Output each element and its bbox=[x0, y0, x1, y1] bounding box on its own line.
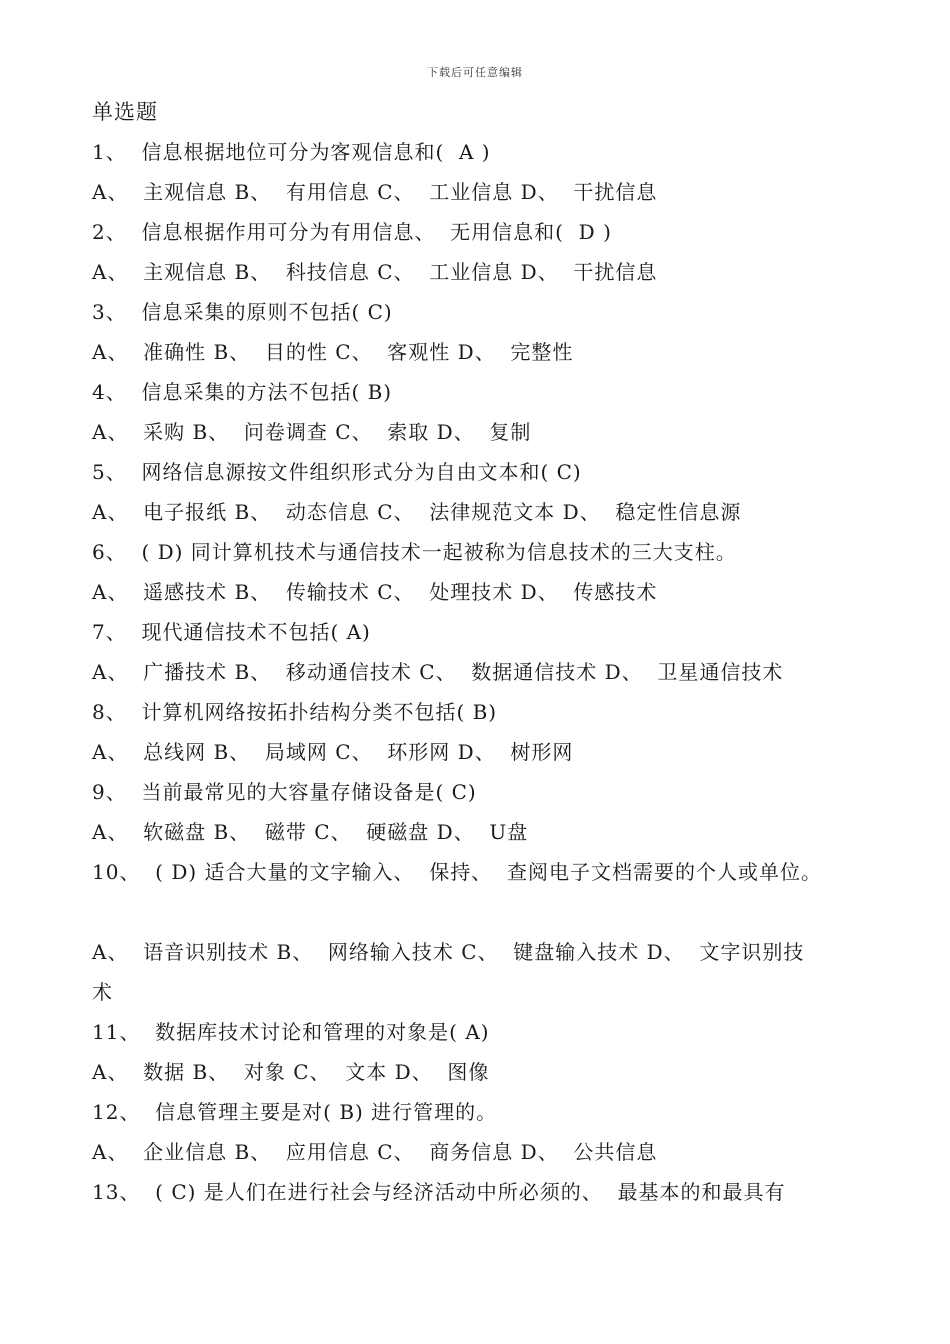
options-line: A、 准确性 B、 目的性 C、 客观性 D、 完整性 bbox=[92, 340, 574, 364]
question-line: 5、 网络信息源按文件组织形式分为自由文本和( C) bbox=[92, 460, 582, 484]
options-line: A、 数据 B、 对象 C、 文本 D、 图像 bbox=[92, 1060, 490, 1084]
question-line: 12、 信息管理主要是对( B) 进行管理的。 bbox=[92, 1100, 498, 1124]
question-line: 4、 信息采集的方法不包括( B) bbox=[92, 380, 393, 404]
options-line: A、 广播技术 B、 移动通信技术 C、 数据通信技术 D、 卫星通信技术 bbox=[92, 660, 784, 684]
options-line: A、 软磁盘 B、 磁带 C、 硬磁盘 D、 U盘 bbox=[92, 820, 529, 844]
options-line: A、 企业信息 B、 应用信息 C、 商务信息 D、 公共信息 bbox=[92, 1140, 658, 1164]
question-line: 2、 信息根据作用可分为有用信息、 无用信息和( D ) bbox=[92, 220, 612, 244]
options-line: A、 主观信息 B、 有用信息 C、 工业信息 D、 干扰信息 bbox=[92, 180, 658, 204]
section-title: 单选题 bbox=[92, 100, 158, 124]
options-line: A、 语音识别技术 B、 网络输入技术 C、 键盘输入技术 D、 文字识别技 bbox=[92, 940, 805, 964]
question-line: 3、 信息采集的原则不包括( C) bbox=[92, 300, 393, 324]
question-line: 1、 信息根据地位可分为客观信息和( A ) bbox=[92, 140, 491, 164]
document-body bbox=[92, 92, 892, 1212]
question-line: 8、 计算机网络按拓扑结构分类不包括( B) bbox=[92, 700, 498, 724]
options-line: A、 总线网 B、 局域网 C、 环形网 D、 树形网 bbox=[92, 740, 574, 764]
options-line: A、 主观信息 B、 科技信息 C、 工业信息 D、 干扰信息 bbox=[92, 260, 658, 284]
question-line: 10、 ( D) 适合大量的文字输入、 保持、 查阅电子文档需要的个人或单位。 bbox=[92, 860, 822, 884]
question-line: 11、 数据库技术讨论和管理的对象是( A) bbox=[92, 1020, 490, 1044]
question-line: 9、 当前最常见的大容量存储设备是( C) bbox=[92, 780, 477, 804]
options-line: A、 采购 B、 问卷调查 C、 索取 D、 复制 bbox=[92, 420, 532, 444]
question-line: 6、 ( D) 同计算机技术与通信技术一起被称为信息技术的三大支柱。 bbox=[92, 540, 737, 564]
blank-gap bbox=[92, 892, 892, 932]
options-line: A、 电子报纸 B、 动态信息 C、 法律规范文本 D、 稳定性信息源 bbox=[92, 500, 742, 524]
question-line: 7、 现代通信技术不包括( A) bbox=[92, 620, 371, 644]
options-line-wrap: 术 bbox=[92, 980, 113, 1004]
question-line: 13、 ( C) 是人们在进行社会与经济活动中所必须的、 最基本的和最具有 bbox=[92, 1180, 786, 1204]
options-line: A、 遥感技术 B、 传输技术 C、 处理技术 D、 传感技术 bbox=[92, 580, 658, 604]
page-header: 下载后可任意编辑 bbox=[427, 66, 523, 79]
